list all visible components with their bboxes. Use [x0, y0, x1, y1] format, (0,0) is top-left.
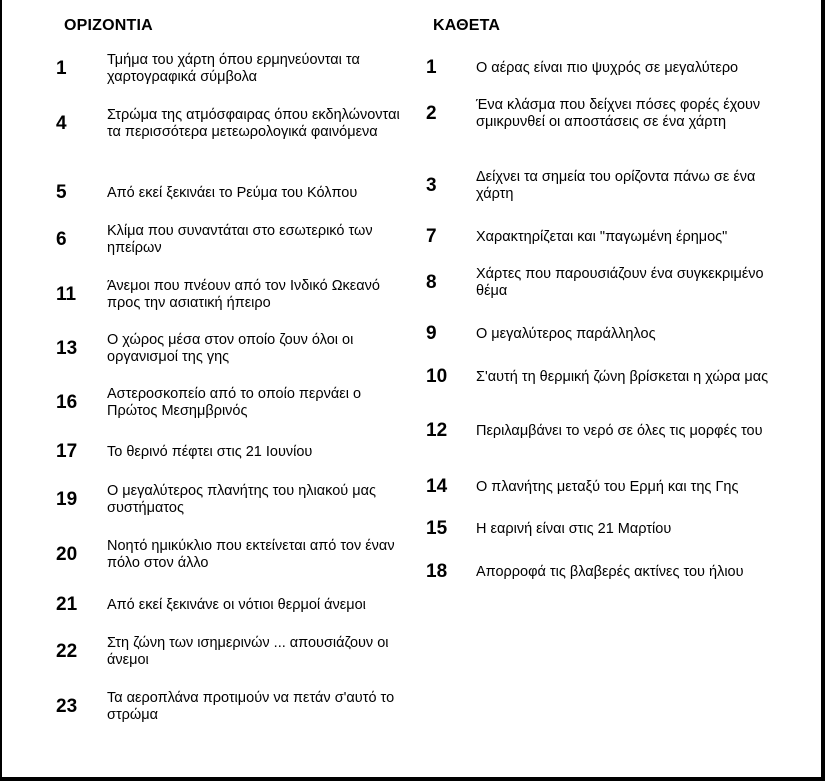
vertical-clue — [426, 518, 776, 540]
clue-text: Από εκεί ξεκινάνε οι νότιοι θερμοί άνεμοι — [107, 596, 366, 613]
vertical-clue — [426, 169, 776, 203]
clue-number: 1 — [426, 57, 437, 78]
clue-text: Χαρακτηρίζεται και "παγωμένη έρημος" — [476, 228, 728, 245]
clue-text: Ο πλανήτης μεταξύ του Ερμή και της Γης — [476, 478, 739, 495]
vertical-clue — [426, 561, 776, 583]
horizontal-clue — [56, 223, 412, 257]
horizontal-clue — [56, 635, 412, 669]
vertical-clue — [426, 366, 776, 388]
vertical-clue — [426, 476, 776, 498]
clue-number: 3 — [426, 175, 437, 196]
clue-text: Απορροφά τις βλαβερές ακτίνες του ήλιου — [476, 563, 744, 580]
clue-text: Ο μεγαλύτερος πλανήτης του ηλιακού μας συστήματος — [107, 483, 376, 516]
clue-text: Περιλαμβάνει το νερό σε όλες τις μορφές του — [476, 422, 763, 439]
clue-text: Ο μεγαλύτερος παράλληλος — [476, 325, 656, 342]
clue-text: Το θερινό πέφτει στις 21 Ιουνίου — [107, 443, 313, 460]
clue-text: Ο χώρος μέσα στον οποίο ζουν όλοι οι οργανισμοί της γης — [107, 332, 354, 365]
horizontal-clue — [56, 386, 412, 420]
vertical-clue — [426, 226, 776, 248]
clue-text: Στρώμα της ατμόσφαιρας όπου εκδηλώνονται τα περισσότερα μετεωρολογικά φαινόμενα — [107, 107, 400, 140]
clue-number: 19 — [56, 489, 78, 510]
clue-text: Τα αεροπλάνα προτιμούν να πετάν σ'αυτό το στρώμα — [107, 690, 395, 723]
vertical-clue — [426, 97, 776, 131]
horizontal-clue — [56, 107, 412, 141]
clue-number: 5 — [56, 182, 67, 203]
horizontal-clue — [56, 182, 412, 204]
clue-text: Τμήμα του χάρτη όπου ερμηνεύονται τα χαρτογραφικά σύμβολα — [107, 52, 360, 85]
clue-number: 23 — [56, 696, 78, 717]
clue-text: Στη ζώνη των ισημερινών ... απουσιάζουν οι άνεμοι — [107, 635, 389, 668]
horizontal-clue — [56, 441, 412, 463]
clue-text: Σ'αυτή τη θερμική ζώνη βρίσκεται η χώρα μας — [476, 368, 769, 385]
clue-number: 9 — [426, 323, 437, 344]
vertical-heading: ΚΑΘΕΤΑ — [433, 17, 501, 34]
clue-number: 8 — [426, 272, 437, 293]
clue-text: Ένα κλάσμα που δείχνει πόσες φορές έχουν σμικρυνθεί οι αποστάσεις σε ένα χάρτη — [476, 97, 761, 130]
clue-number: 4 — [56, 113, 67, 134]
clue-text: Κλίμα που συναντάται στο εσωτερικό των ηπείρων — [107, 223, 373, 256]
clue-number: 10 — [426, 366, 448, 387]
clue-text: Δείχνει τα σημεία του ορίζοντα πάνω σε ένα χάρτη — [476, 169, 756, 202]
horizontal-clue — [56, 52, 412, 86]
vertical-clue — [426, 323, 776, 345]
horizontal-clue — [56, 332, 412, 366]
clue-text: Χάρτες που παρουσιάζουν ένα συγκεκριμένο θέμα — [476, 266, 764, 299]
clue-text: Από εκεί ξεκινάει το Ρεύμα του Κόλπου — [107, 184, 358, 201]
clue-number: 18 — [426, 561, 448, 582]
clue-number: 21 — [56, 594, 78, 615]
vertical-clue — [426, 57, 776, 79]
clue-text: Νοητό ημικύκλιο που εκτείνεται από τον έναν πόλο στον άλλο — [107, 538, 395, 571]
clue-number: 22 — [56, 641, 78, 662]
clue-number: 7 — [426, 226, 437, 247]
clue-text: Αστεροσκοπείο από το οποίο περνάει ο Πρώτος Μεσημβρινός — [107, 386, 362, 419]
clue-number: 15 — [426, 518, 448, 539]
clue-number: 2 — [426, 103, 437, 124]
clue-number: 11 — [56, 284, 77, 305]
clue-number: 14 — [426, 476, 448, 497]
clue-number: 20 — [56, 544, 78, 565]
horizontal-clue — [56, 278, 412, 312]
clue-text: Άνεμοι που πνέουν από τον Ινδικό Ωκεανό προς την ασιατική ήπειρο — [107, 278, 380, 311]
horizontal-clue — [56, 483, 412, 517]
vertical-clue — [426, 266, 776, 300]
horizontal-clue — [56, 594, 412, 616]
clue-text: Η εαρινή είναι στις 21 Μαρτίου — [476, 520, 672, 537]
clue-number: 13 — [56, 338, 78, 359]
clue-text: Ο αέρας είναι πιο ψυχρός σε μεγαλύτερο — [476, 59, 739, 76]
horizontal-clue — [56, 538, 412, 572]
vertical-clue — [426, 420, 776, 442]
clue-number: 1 — [56, 58, 67, 79]
horizontal-heading: ΟΡΙΖΟΝΤΙΑ — [64, 17, 153, 34]
clue-number: 16 — [56, 392, 78, 413]
clue-number: 12 — [426, 420, 448, 441]
horizontal-clue — [56, 690, 412, 724]
clue-number: 17 — [56, 441, 78, 462]
clue-number: 6 — [56, 229, 67, 250]
